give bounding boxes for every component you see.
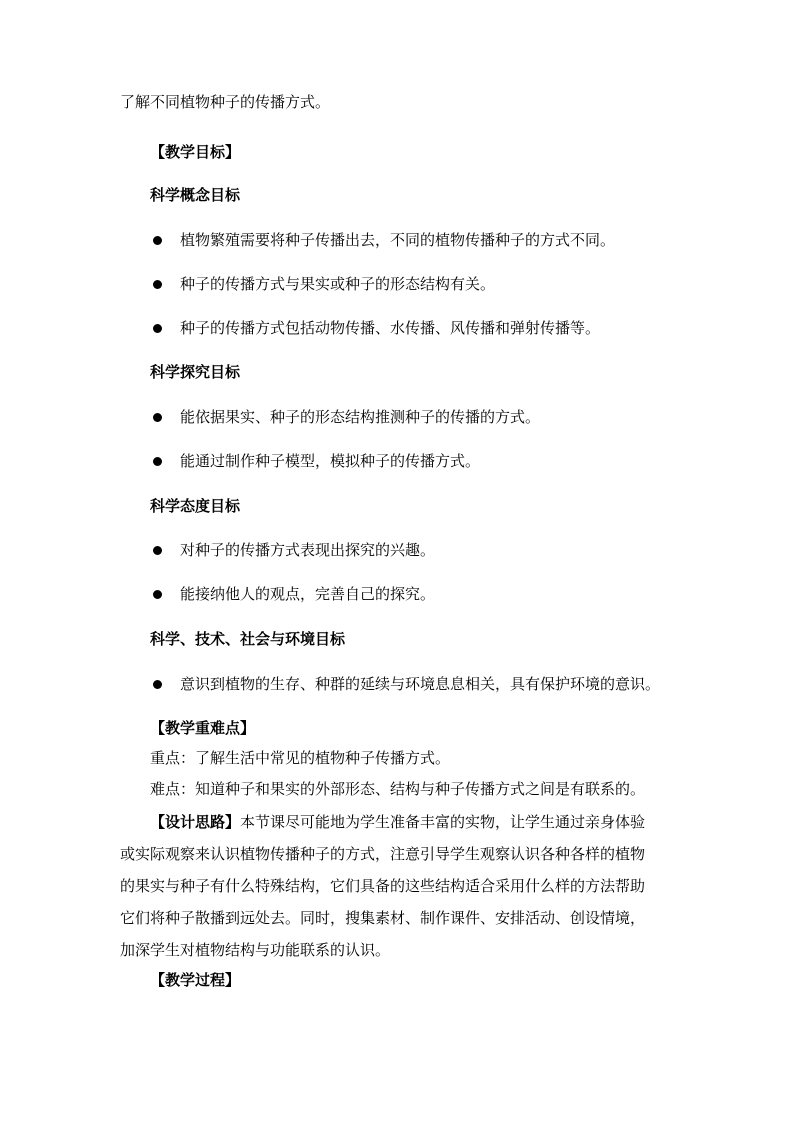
design-line: 或实际观察来认识植物传播种子的方式，注意引导学生观察认识各种各样的植物 bbox=[120, 845, 646, 863]
design-line: 本节课尽可能地为学生准备丰富的实物，让学生通过亲身体验 bbox=[240, 813, 646, 831]
bullet-icon bbox=[153, 413, 162, 422]
bullet-icon bbox=[153, 457, 162, 466]
focus-line: 重点：了解生活中常见的植物种子传播方式。 bbox=[150, 749, 451, 767]
bullet-icon bbox=[153, 236, 162, 245]
bullet-icon bbox=[153, 324, 162, 333]
bullet-icon bbox=[153, 680, 162, 689]
key-points-heading: 【教学重难点】 bbox=[150, 719, 256, 737]
concept-item: 种子的传播方式与果实或种子的形态结构有关。 bbox=[180, 275, 496, 293]
intro-line: 了解不同植物种子的传播方式。 bbox=[120, 93, 331, 111]
design-label: 【设计思路】 bbox=[150, 813, 241, 831]
concept-item: 植物繁殖需要将种子传播出去，不同的植物传播种子的方式不同。 bbox=[180, 231, 616, 249]
concept-item: 种子的传播方式包括动物传播、水传播、风传播和弹射传播等。 bbox=[180, 319, 601, 337]
inquiry-item: 能依据果实、种子的形态结构推测种子的传播的方式。 bbox=[180, 408, 541, 426]
bullet-icon bbox=[153, 280, 162, 289]
inquiry-item: 能通过制作种子模型，模拟种子的传播方式。 bbox=[180, 452, 481, 470]
design-first-line bbox=[150, 812, 645, 832]
difficulty-line: 难点：知道种子和果实的外部形态、结构与种子传播方式之间是有联系的。 bbox=[150, 780, 646, 798]
bullet-icon bbox=[153, 546, 162, 555]
design-line: 加深学生对植物结构与功能联系的认识。 bbox=[120, 941, 391, 959]
process-heading: 【教学过程】 bbox=[150, 971, 241, 989]
design-line: 的果实与种子有什么特殊结构，它们具备的这些结构适合采用什么样的方法帮助 bbox=[120, 877, 646, 895]
attitude-heading: 科学态度目标 bbox=[150, 497, 241, 515]
inquiry-heading: 科学探究目标 bbox=[150, 363, 241, 381]
bullet-icon bbox=[153, 590, 162, 599]
concept-heading: 科学概念目标 bbox=[150, 186, 241, 204]
objectives-heading: 【教学目标】 bbox=[150, 143, 241, 161]
design-line: 它们将种子散播到远处去。同时，搜集素材、制作课件、安排活动、创设情境， bbox=[120, 909, 646, 927]
stse-item: 意识到植物的生存、种群的延续与环境息息相关，具有保护环境的意识。 bbox=[180, 675, 661, 693]
stse-heading: 科学、技术、社会与环境目标 bbox=[150, 630, 346, 648]
attitude-item: 能接纳他人的观点，完善自己的探究。 bbox=[180, 585, 436, 603]
attitude-item: 对种子的传播方式表现出探究的兴趣。 bbox=[180, 541, 436, 559]
